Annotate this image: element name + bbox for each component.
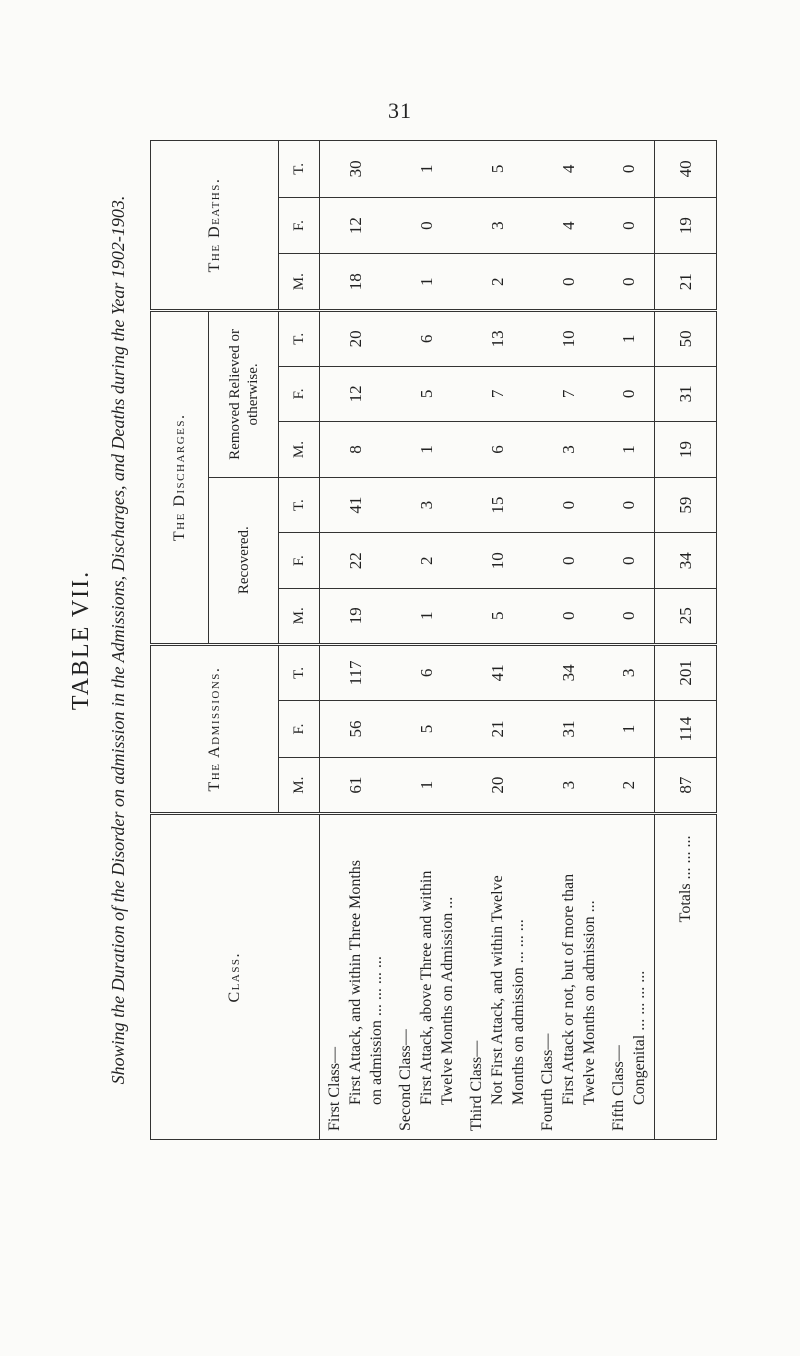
row-label	[604, 814, 655, 1140]
rem-m-cell: 1	[604, 422, 655, 478]
rem-t-cell: 1	[604, 311, 655, 367]
rem-f-cell: 7	[533, 366, 604, 422]
adm-f-total: 114	[655, 701, 717, 758]
rem-f-cell: 5	[391, 366, 462, 422]
discharges-header: The Discharges.	[151, 311, 209, 645]
adm-f-cell: 5	[391, 701, 462, 758]
rec-f-total: 34	[655, 533, 717, 589]
dea-t-cell: 4	[533, 141, 604, 198]
adm-m-cell: 61	[320, 757, 392, 814]
adm-f-cell: 31	[533, 701, 604, 758]
adm-t-header: T.	[279, 644, 320, 701]
row-label-line: Not First Attack, and within Twelve	[489, 875, 506, 1105]
rec-f-cell: 10	[462, 533, 533, 589]
dea-t-cell: 0	[604, 141, 655, 198]
table-subtitle: Showing the Duration of the Disorder on admission in the Admissions, Discharges, and Deaths during the Year 1902-1903.	[108, 195, 128, 1085]
adm-t-cell: 34	[533, 644, 604, 701]
deaths-header: The Deaths.	[151, 141, 279, 311]
table-row	[320, 141, 392, 1140]
adm-m-header: M.	[279, 757, 320, 814]
rem-t-cell: 13	[462, 311, 533, 367]
admissions-header: The Admissions.	[151, 644, 279, 814]
rec-f-cell: 2	[391, 533, 462, 589]
dea-t-cell: 1	[391, 141, 462, 198]
adm-m-total: 87	[655, 757, 717, 814]
rec-f-header: F.	[279, 533, 320, 589]
rem-m-header: M.	[279, 422, 320, 478]
rem-t-cell: 6	[391, 311, 462, 367]
rem-m-cell: 8	[320, 422, 392, 478]
dea-f-header: F.	[279, 197, 320, 254]
rec-t-cell: 3	[391, 477, 462, 533]
table-row	[604, 141, 655, 1140]
recovered-header: Recovered.	[209, 477, 279, 644]
page-number: 31	[388, 98, 412, 123]
row-label-line: First Attack, and within Three Months	[347, 859, 364, 1105]
table-row	[462, 141, 533, 1140]
rem-t-header: T.	[279, 311, 320, 367]
adm-m-cell: 20	[462, 757, 533, 814]
rec-t-cell: 15	[462, 477, 533, 533]
row-label-line: First Attack, above Three and within	[418, 870, 435, 1105]
adm-m-cell: 2	[604, 757, 655, 814]
dea-t-total: 40	[655, 141, 717, 198]
table-title: TABLE VII.	[68, 569, 94, 711]
dea-m-cell: 0	[533, 254, 604, 311]
rec-m-cell: 19	[320, 589, 392, 645]
rem-f-cell: 7	[462, 366, 533, 422]
adm-t-cell: 6	[391, 644, 462, 701]
rem-t-total: 50	[655, 311, 717, 367]
row-label-line: Fourth Class—	[539, 1033, 556, 1131]
rem-m-cell: 1	[391, 422, 462, 478]
class-header: Class.	[151, 814, 320, 1140]
rem-m-cell: 3	[533, 422, 604, 478]
adm-m-cell: 1	[391, 757, 462, 814]
row-label-line: First Class—	[326, 1046, 343, 1131]
rec-f-cell: 22	[320, 533, 392, 589]
removed-header: Removed Relieved or otherwise.	[209, 311, 279, 478]
dea-m-cell: 18	[320, 254, 392, 311]
adm-t-cell: 41	[462, 644, 533, 701]
rec-m-cell: 5	[462, 589, 533, 645]
rotated-table-sheet	[68, 140, 708, 1140]
rem-m-total: 19	[655, 422, 717, 478]
rec-t-cell: 0	[604, 477, 655, 533]
rec-m-header: M.	[279, 589, 320, 645]
adm-f-cell: 21	[462, 701, 533, 758]
row-label-line: Twelve Months on admission ...	[581, 900, 598, 1105]
adm-f-header: F.	[279, 701, 320, 758]
dea-t-cell: 5	[462, 141, 533, 198]
adm-f-cell: 1	[604, 701, 655, 758]
row-label-line: Months on admission ... ... ...	[510, 919, 527, 1105]
row-label-line: Second Class—	[397, 1029, 414, 1131]
statistics-table	[150, 140, 717, 1140]
dea-f-cell: 4	[533, 197, 604, 254]
row-label-line: Third Class—	[468, 1040, 485, 1131]
rec-t-cell: 0	[533, 477, 604, 533]
dea-t-cell: 30	[320, 141, 392, 198]
totals-row	[655, 141, 717, 1140]
dea-f-cell: 3	[462, 197, 533, 254]
dea-f-cell: 0	[391, 197, 462, 254]
dea-m-cell: 1	[391, 254, 462, 311]
table-row	[391, 141, 462, 1140]
dea-m-total: 21	[655, 254, 717, 311]
dea-m-cell: 0	[604, 254, 655, 311]
rec-m-cell: 0	[533, 589, 604, 645]
rec-m-total: 25	[655, 589, 717, 645]
rec-m-cell: 0	[604, 589, 655, 645]
rec-t-total: 59	[655, 477, 717, 533]
rec-t-cell: 41	[320, 477, 392, 533]
row-label	[462, 814, 533, 1140]
row-label	[320, 814, 392, 1140]
adm-t-cell: 3	[604, 644, 655, 701]
adm-t-cell: 117	[320, 644, 392, 701]
rem-f-cell: 12	[320, 366, 392, 422]
table-row	[533, 141, 604, 1140]
rec-f-cell: 0	[604, 533, 655, 589]
dea-f-total: 19	[655, 197, 717, 254]
rec-m-cell: 1	[391, 589, 462, 645]
row-label-line: Fifth Class—	[610, 1045, 627, 1131]
adm-t-total: 201	[655, 644, 717, 701]
dea-f-cell: 0	[604, 197, 655, 254]
rec-f-cell: 0	[533, 533, 604, 589]
adm-m-cell: 3	[533, 757, 604, 814]
rem-f-cell: 0	[604, 366, 655, 422]
totals-label: Totals ... ... ...	[655, 814, 717, 1140]
rem-t-cell: 20	[320, 311, 392, 367]
row-label-line: on admission ... ... ... ...	[368, 956, 385, 1105]
rem-t-cell: 10	[533, 311, 604, 367]
rem-m-cell: 6	[462, 422, 533, 478]
rec-t-header: T.	[279, 477, 320, 533]
dea-t-header: T.	[279, 141, 320, 198]
row-label-line: First Attack or not, but of more than	[560, 873, 577, 1105]
row-label	[391, 814, 462, 1140]
row-label	[533, 814, 604, 1140]
dea-m-cell: 2	[462, 254, 533, 311]
rem-f-total: 31	[655, 366, 717, 422]
dea-f-cell: 12	[320, 197, 392, 254]
adm-f-cell: 56	[320, 701, 392, 758]
rem-f-header: F.	[279, 366, 320, 422]
row-label-line: Twelve Months on Admission ...	[439, 896, 456, 1105]
row-label-line: Congenital ... ... ... ...	[631, 970, 648, 1105]
dea-m-header: M.	[279, 254, 320, 311]
